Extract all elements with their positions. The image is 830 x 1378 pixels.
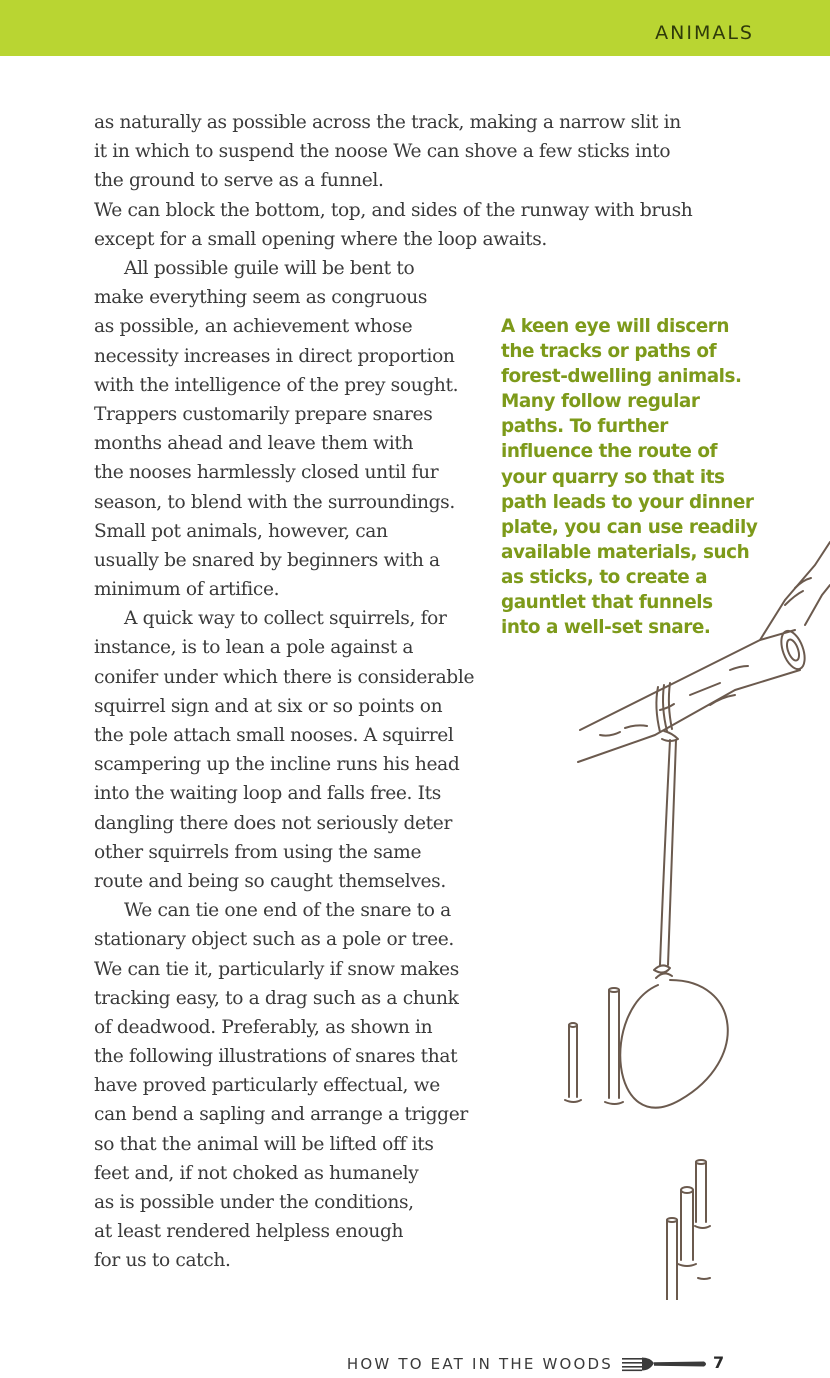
rope-wrap	[656, 683, 678, 741]
callout-line: forest-dwelling animals.	[501, 366, 742, 388]
text-line: Trappers customarily prepare snares	[94, 403, 433, 425]
callout-line: the tracks or paths of	[501, 341, 717, 363]
callout-line: gauntlet that funnels	[501, 592, 713, 614]
text-line: We can block the bottom, top, and sides of the runway with brush	[94, 199, 693, 221]
text-line: for us to catch.	[94, 1250, 231, 1272]
text-line: the pole attach small nooses. A squirrel	[94, 725, 454, 746]
text-line: squirrel sign and at six or so points on	[94, 695, 443, 717]
callout-line: plate, you can use readily	[501, 516, 758, 538]
text-line: at least rendered helpless enough	[94, 1221, 404, 1243]
callout-line: available materials, such	[501, 541, 750, 563]
text-line: with the intelligence of the prey sought.	[94, 374, 459, 396]
text-line: necessity increases in direct proportion	[94, 345, 455, 367]
text-line: the following illustrations of snares that	[94, 1046, 458, 1068]
snare-illustration	[560, 530, 830, 1300]
section-label: ANIMALS	[655, 22, 754, 44]
text-line: tracking easy, to a drag such as a chunk	[94, 987, 459, 1009]
text-line: feet and, if not choked as humanely	[94, 1162, 419, 1184]
callout-line: into a well-set snare.	[501, 617, 711, 639]
text-line: so that the animal will be lifted off its	[94, 1133, 434, 1155]
text-line: usually be snared by beginners with a	[94, 549, 440, 571]
callout-line: A keen eye will discern	[501, 316, 730, 337]
callout-line: paths. To further	[501, 416, 668, 438]
noose	[620, 740, 728, 1108]
text-line: scampering up the incline runs his head	[94, 754, 460, 776]
text-line: We can tie one end of the snare to a	[124, 900, 451, 922]
text-line: season, to blend with the surroundings.	[94, 491, 455, 513]
callout-line: path leads to your dinner	[501, 491, 754, 513]
text-line: route and being so caught themselves.	[94, 870, 446, 892]
text-line: the nooses harmlessly closed until fur	[94, 462, 439, 484]
text-line: Small pot animals, however, can	[94, 520, 388, 542]
branch	[578, 542, 830, 762]
fork-icon	[622, 1356, 708, 1372]
text-line: stationary object such as a pole or tree.	[94, 929, 454, 951]
text-line: as is possible under the conditions,	[94, 1192, 414, 1213]
callout-line: as sticks, to create a	[501, 566, 708, 588]
text-line: A quick way to collect squirrels, for	[124, 608, 447, 630]
text-line: the ground to serve as a funnel.	[94, 170, 384, 192]
text-line: other squirrels from using the same	[94, 841, 422, 863]
text-line: except for a small opening where the loop awaits.	[94, 228, 547, 250]
text-line: into the waiting loop and falls free. Its	[94, 783, 441, 805]
body-column	[94, 254, 474, 1276]
page-number: 7	[713, 1353, 725, 1372]
intro-paragraph	[94, 108, 692, 254]
book-title: HOW TO EAT IN THE WOODS	[346, 1355, 613, 1373]
text-line: conifer under which there is considerable	[94, 666, 475, 688]
callout-line: influence the route of	[501, 441, 718, 463]
text-line: as naturally as possible across the track, making a narrow slit in	[94, 112, 681, 133]
text-line: dangling there does not seriously deter	[94, 812, 452, 834]
text-line: it in which to suspend the noose We can shove a few sticks into	[94, 141, 671, 163]
text-line: minimum of artifice.	[94, 579, 280, 601]
text-line: months ahead and leave them with	[94, 433, 414, 455]
callout-line: Many follow regular	[501, 391, 700, 413]
text-line: instance, is to lean a pole against a	[94, 637, 414, 659]
text-line: have proved particularly effectual, we	[94, 1075, 440, 1097]
text-line: as possible, an achievement whose	[94, 316, 413, 338]
stakes	[560, 988, 710, 1300]
text-line: make everything seem as congruous	[94, 287, 428, 309]
callout-line: your quarry so that its	[501, 466, 725, 488]
text-line: We can tie it, particularly if snow makes	[94, 958, 459, 980]
text-line: of deadwood. Preferably, as shown in	[94, 1016, 433, 1038]
text-line: can bend a sapling and arrange a trigger	[94, 1104, 468, 1126]
text-line: All possible guile will be bent to	[124, 258, 415, 279]
